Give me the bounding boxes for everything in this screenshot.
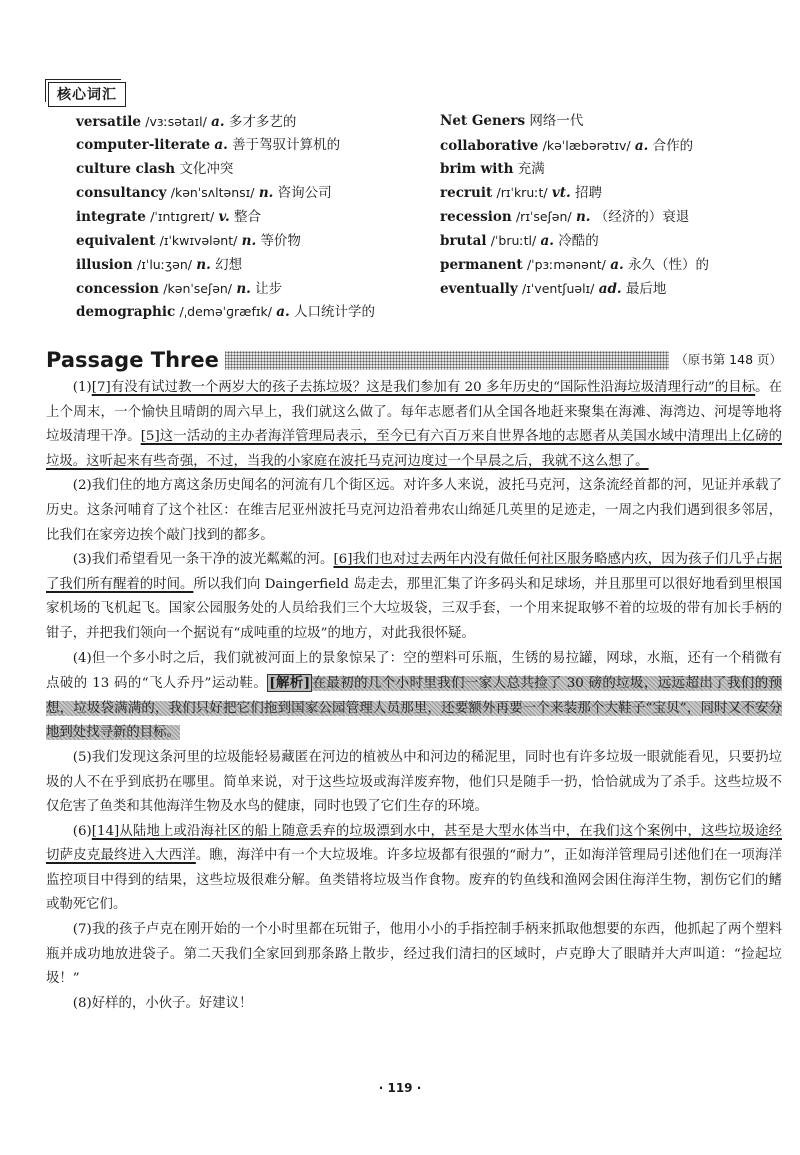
vocab-item [440, 158, 780, 182]
vocab-meaning: 咨询公司 [277, 185, 332, 202]
vocab-meaning: 善于驾驭计算机的 [232, 136, 341, 153]
vocab-meaning: 多才多艺的 [228, 114, 297, 130]
vocab-part-of-speech: n. [258, 185, 274, 202]
vocab-word: versatile [76, 114, 141, 130]
vocab-meaning: 等价物 [260, 232, 301, 249]
passage-paragraph [46, 376, 782, 474]
vocab-phonetic: /ɪˈventʃuəlɪ/ [522, 280, 595, 296]
paragraph-text: (3)我们希望看见一条干净的波光粼粼的河。 [72, 552, 334, 568]
vocab-word: Net Geners [440, 113, 526, 129]
vocab-word: culture clash [76, 160, 176, 177]
vocab-word: brim with [440, 160, 514, 177]
vocab-phonetic: /kənˈseʃən/ [163, 280, 233, 296]
paragraph-text: (8)好样的，小伙子。好建议！ [72, 995, 253, 1011]
vocab-part-of-speech: a. [540, 232, 554, 249]
vocab-meaning: 永久（性）的 [627, 256, 709, 273]
vocab-item [76, 277, 426, 301]
passage-heading [46, 346, 782, 374]
paragraph-text: (1) [72, 380, 92, 395]
vocab-phonetic: /rɪˈkruːt/ [496, 185, 548, 201]
vocab-phonetic: /kəˈlæbərətɪv/ [542, 137, 631, 153]
vocab-word: consultancy [76, 185, 167, 202]
vocab-word: illusion [76, 256, 133, 273]
passage-paragraph [46, 992, 782, 1017]
vocab-part-of-speech: n. [236, 280, 251, 297]
highlighted-explanation: 在最初的几个小时里我们一家人总共捡了 30 磅的垃圾，远远超出了我们的预想，垃圾袋满满的，我们只好把它们拖到国家公园管理人员那里，还要额外再要一个来装那个大鞋子“宝贝”，同时又不安分地到处找寻新的目标。 [46, 676, 782, 741]
vocab-part-of-speech: a. [214, 136, 228, 153]
vocab-phonetic: /ɪˈkwɪvələnt/ [159, 232, 238, 248]
vocab-phonetic: /ɪˈluːʒən/ [137, 256, 192, 272]
vocab-part-of-speech: a. [634, 137, 649, 154]
vocab-list-left [76, 110, 426, 324]
vocab-part-of-speech: vt. [551, 185, 571, 202]
vocab-item [440, 253, 780, 277]
vocab-meaning: 充满 [517, 160, 545, 177]
page-number: · 119 · [378, 1081, 422, 1095]
vocab-item [76, 134, 426, 158]
vocab-item [440, 229, 780, 253]
vocab-item [76, 110, 426, 134]
vocab-word: concession [76, 280, 159, 297]
vocab-word: eventually [440, 280, 518, 297]
vocab-word: collaborative [440, 137, 539, 154]
vocab-part-of-speech: a. [276, 304, 290, 321]
vocab-phonetic: /vɜːsətaɪl/ [145, 114, 207, 129]
underlined-key-sentence: [7]有没有试过教一个两岁大的孩子去拣垃圾？这是我们参加有 20 多年历史的“国际性沿海垃圾清理行动”的目标 [91, 380, 756, 395]
paragraph-text: (4)但一个多小时之后，我们就被河面上的景象惊呆了：空的塑料可乐瓶，生锈的易拉罐，网球，水瓶，还有一个稍微有点破的 13 码的“飞人乔丹”运动鞋。 [46, 650, 782, 692]
vocab-word: recruit [440, 185, 493, 202]
underlined-key-sentence: [14]从陆地上或沿海社区的船上随意丢弃的垃圾漂到水中，甚至是大型水体当中，在我们这个案例中，这些垃圾途经切萨皮克最终进入大西洋 [46, 823, 782, 864]
vocab-phonetic: /ˌdeməˈɡræfɪk/ [179, 304, 272, 320]
passage-paragraph [46, 820, 782, 918]
vocab-item [440, 134, 780, 158]
vocab-part-of-speech: ad. [598, 280, 622, 297]
passage-paragraph [46, 647, 782, 746]
vocab-meaning: 合作的 [652, 137, 694, 154]
vocab-part-of-speech: n. [196, 256, 211, 273]
vocab-meaning: 最后地 [625, 280, 667, 297]
vocab-meaning: （经济的）衰退 [594, 209, 690, 226]
vocab-part-of-speech: v. [218, 209, 230, 226]
underlined-key-sentence: [6]我们也对过去两年内没有做任何社区服务略感内疚，因为孩子们几乎占据了我们所有醒着的时间。 [46, 552, 783, 592]
vocab-part-of-speech: a. [211, 114, 225, 130]
paragraph-text: 所以我们向 Daingerfield 岛走去，那里汇集了许多码头和足球场，并且那里可以很好地看到里根国家机场的飞机起飞。国家公园服务处的人员给我们三个大垃圾袋，三双手套，一个用来捉取够不着的垃圾的带有加长手柄的钳子，并把我们领向一个据说有“成吨重的垃圾”的地方，对此我很怀疑。 [46, 576, 783, 641]
vocab-item [76, 205, 426, 229]
vocab-meaning: 人口统计学的 [294, 304, 375, 321]
vocab-item [76, 181, 426, 205]
vocab-meaning: 文化冲突 [179, 160, 234, 177]
vocab-meaning: 让步 [255, 280, 283, 297]
passage-body [46, 376, 782, 1016]
paragraph-text: 。在上个周末，一个愉快且晴朗的周六早上，我们就这么做了。每年志愿者们从全国各地赶来聚集在海滩、海湾边、河堤等地将垃圾清理干净。 [46, 380, 782, 445]
vocab-word: computer-literate [76, 136, 211, 153]
vocab-header: 核心词汇 [48, 82, 126, 107]
vocab-part-of-speech: a. [610, 256, 624, 273]
underlined-key-sentence: [5]这一活动的主办者海洋管理局表示，至今已有六百万来自世界各地的志愿者从美国水域中清理出上亿磅的垃圾。这听起来有些奇强，不过，当我的小家庭在波托马克河边度过一个早晨之后，我就不这么想了。 [46, 429, 782, 469]
paragraph-text: (7)我的孩子卢克在刚开始的一个小时里都在玩钳子，他用小小的手指控制手柄来抓取他想要的东西，他抓起了两个塑料瓶并成功地放进袋子。第二天我们全家回到那条路上散步，经过我们清扫的区域时，卢克睁大了眼睛并大声叫道：“捡起垃圾！” [46, 922, 782, 987]
vocab-phonetic: /rɪˈseʃən/ [515, 209, 572, 225]
analysis-tag: [解析] [269, 675, 311, 692]
vocab-item [76, 158, 426, 182]
vocab-item [440, 205, 780, 229]
vocab-part-of-speech: n. [575, 209, 591, 226]
vocab-phonetic: /ˈpɜːmənənt/ [526, 256, 606, 272]
vocab-item [76, 300, 426, 324]
passage-paragraph [46, 548, 782, 646]
vocab-phonetic: /ˈbruːtl/ [490, 232, 537, 248]
paragraph-text: (6) [72, 823, 92, 839]
vocab-word: demographic [76, 304, 176, 321]
vocab-word: permanent [440, 256, 523, 273]
vocab-word: integrate [76, 209, 146, 226]
paragraph-text: (2)我们住的地方离这条历史闻名的河流有几个街区远。对许多人来说，波托马克河，这条流经首都的河，见证并承载了历史。这条河哺育了这个社区：在维吉尼亚州波托马克河边沿着弗农山绵延几英里的足迹走，一周之内我们遇到很多邻居，比我们在家旁边挨个敲门找到的都多。 [46, 478, 782, 543]
vocab-meaning: 招聘 [574, 185, 602, 202]
vocab-word: brutal [440, 232, 487, 249]
vocab-part-of-speech: n. [241, 232, 257, 249]
vocab-word: equivalent [76, 232, 156, 249]
vocab-list-right [440, 110, 780, 300]
passage-paragraph [46, 474, 782, 548]
vocab-item [440, 181, 780, 205]
passage-reference: （原书第 148 页） [669, 350, 782, 370]
passage-heading-band [176, 351, 686, 370]
vocab-phonetic: /ˈɪntɪɡreɪt/ [150, 209, 215, 225]
vocab-word: recession [440, 209, 512, 226]
passage-title: Passage Three [46, 346, 225, 374]
paragraph-text: (5)我们发现这条河里的垃圾能轻易藏匿在河边的植被丛中和河边的稀泥里，同时也有许多垃圾一眼就能看见，只要扔垃圾的人不在乎到底扔在哪里。简单来说，对于这些垃圾或海洋废弃物，他们只是随手一扔，恰恰就成为了杀手。这些垃圾不仅危害了鱼类和其他海洋生物及水鸟的健康，同时也毁了它们生存的环境。 [46, 749, 782, 815]
vocab-meaning: 冷酷的 [558, 232, 599, 249]
passage-paragraph [46, 746, 782, 820]
vocab-item [76, 229, 426, 253]
paragraph-text: 。瞧，海洋中有一个大垃圾堆。许多垃圾都有很强的“耐力”，正如海洋管理局引述他们在一项海洋监控项目中得到的结果，这些垃圾很难分解。鱼类错将垃圾当作食物。废弃的钓鱼线和渔网会困住海洋生物，割伤它们的鳍或勒死它们。 [46, 848, 782, 913]
vocab-meaning: 整合 [234, 209, 261, 226]
vocab-item [440, 110, 780, 134]
vocab-item [440, 277, 780, 301]
vocab-meaning: 幻想 [215, 256, 243, 273]
passage-paragraph [46, 918, 782, 992]
vocab-item [76, 253, 426, 277]
vocab-meaning: 网络一代 [529, 113, 584, 129]
vocab-phonetic: /kənˈsʌltənsɪ/ [170, 185, 255, 201]
